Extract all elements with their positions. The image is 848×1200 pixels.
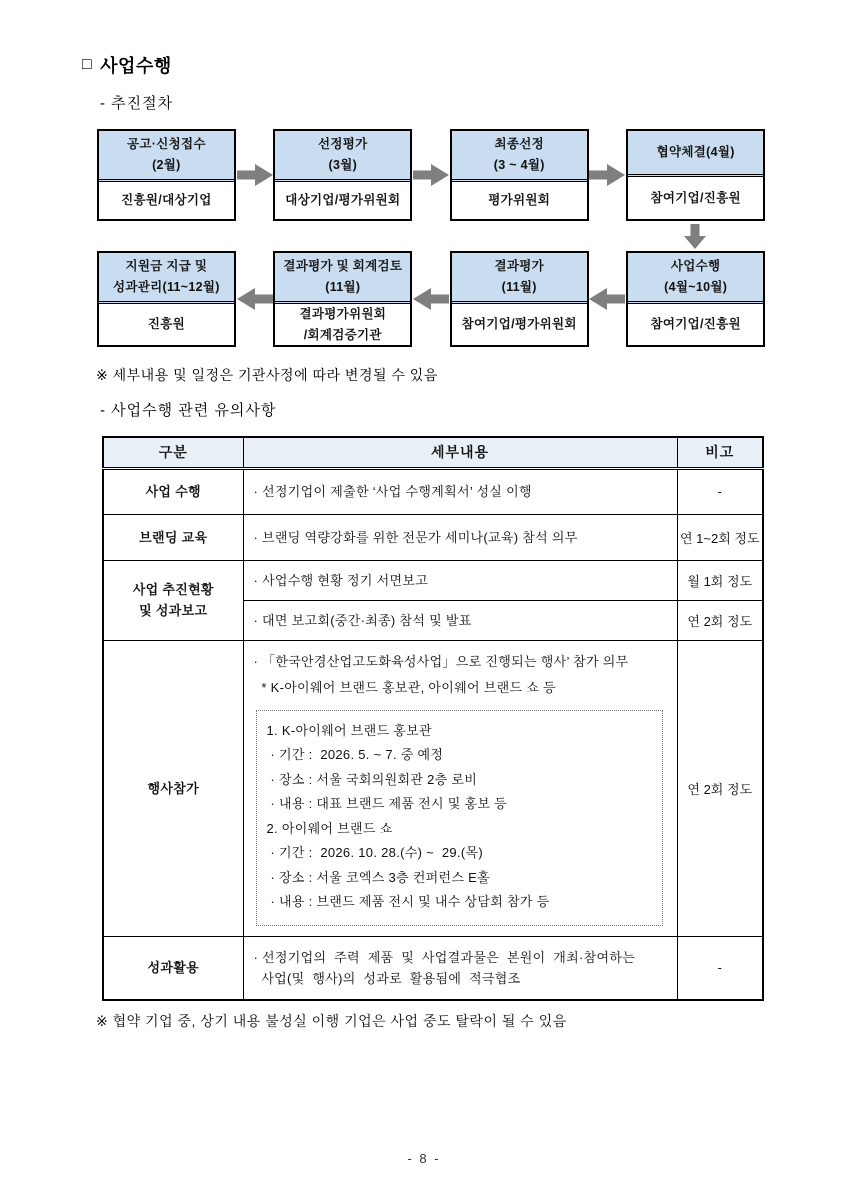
category-cell <box>103 468 243 514</box>
page-title-text: 사업수행 <box>100 56 172 76</box>
remark-cell: 연 1~2회 정도 <box>677 514 763 560</box>
arrow-right-icon <box>236 164 274 186</box>
flowchart-bottom-row <box>97 251 765 347</box>
text-line: 사업(및 행사)의 성과로 활용됨에 적극협조 <box>253 970 521 986</box>
text-line: (4월~10월) <box>664 280 728 294</box>
text-line: 1. K-아이웨어 브랜드 홍보관 <box>266 722 432 738</box>
text-line: 결과평가 <box>494 259 544 273</box>
text-line: 및 성과보고 <box>139 603 208 618</box>
page-number: - 8 - <box>407 1151 441 1166</box>
table-row-event-participation <box>103 640 763 936</box>
remark-cell: - <box>677 936 763 1000</box>
content-cell <box>243 936 677 1000</box>
flow-box-grant-management <box>97 251 236 347</box>
text-line: * K-아이웨어 브랜드 홍보관, 아이웨어 브랜드 쇼 등 <box>253 679 556 695</box>
column-header-details: 세부내용 <box>243 437 677 468</box>
text-line: 결과평가 및 회계검토 <box>283 259 403 273</box>
content-cell <box>243 600 677 640</box>
category-cell <box>103 936 243 1000</box>
flow-box-body <box>99 182 234 219</box>
remark-cell: 월 1회 정도 <box>677 560 763 600</box>
text-line: 브랜딩 교육 <box>139 529 208 545</box>
arrow-down-icon <box>625 221 765 251</box>
flow-box-header <box>452 131 587 182</box>
text-line: · 기간 : 2026. 10. 28.(수) ~ 29.(목) <box>266 845 483 860</box>
flow-box-agreement <box>626 129 765 221</box>
text-line: 선정평가 <box>318 137 368 151</box>
text-line: · 기간 : 2026. 5. ~ 7. 중 예정 <box>266 747 444 762</box>
flow-box-body <box>275 182 410 219</box>
event-intro-lines <box>254 649 667 701</box>
guidelines-heading: - 사업수행 관련 유의사항 <box>100 402 277 419</box>
flow-box-body <box>452 304 587 345</box>
arrow-left-icon <box>236 288 274 310</box>
text-line: 대상기업/평가위원회 <box>285 193 401 207</box>
procedure-flowchart <box>97 129 765 347</box>
text-line: /회계검증기관 <box>303 328 382 342</box>
text-line: 진흥원 <box>147 317 185 331</box>
text-line: 평가위원회 <box>488 193 551 207</box>
text-line: 공고·신청접수 <box>127 137 206 151</box>
text-line: 최종선정 <box>494 137 544 151</box>
content-cell <box>243 560 677 600</box>
text-line: · 내용 : 대표 브랜드 제품 전시 및 홍보 등 <box>266 796 508 811</box>
remark-cell: - <box>677 468 763 514</box>
text-line: 사업수행 <box>670 259 721 273</box>
guidelines-footnote: ※ 협약 기업 중, 상기 내용 불성실 이행 기업은 사업 중도 탈락이 될 수 있음 <box>96 1013 567 1029</box>
text-line: 사업 추진현황 <box>132 582 214 597</box>
text-line: 참여기업/진흥원 <box>650 317 741 331</box>
remark-cell: 연 2회 정도 <box>677 600 763 640</box>
column-header-remark: 비고 <box>677 437 763 468</box>
table-row-branding <box>103 514 763 560</box>
guidelines-table <box>102 436 764 1001</box>
text-line: 협약체결(4월) <box>656 145 735 159</box>
text-line: 성과활용 <box>147 960 199 976</box>
flow-box-body <box>99 304 234 345</box>
arrow-right-icon <box>412 164 450 186</box>
flow-box-header <box>99 131 234 182</box>
text-line: 결과평가위원회 <box>299 307 387 321</box>
flowchart-top-row <box>97 129 765 221</box>
flow-box-header <box>99 253 234 304</box>
text-line: (11월) <box>501 280 537 294</box>
content-cell <box>243 468 677 514</box>
text-line: (3 ~ 4월) <box>493 158 545 172</box>
category-cell <box>103 514 243 560</box>
flow-box-body <box>452 182 587 219</box>
flowchart-connector-row <box>97 221 765 251</box>
procedure-note: ※ 세부내용 및 일정은 기관사정에 따라 변경될 수 있음 <box>96 367 438 383</box>
text-line: 성과관리(11~12월) <box>113 280 220 294</box>
table-row-outcome-use <box>103 936 763 1000</box>
category-cell <box>103 640 243 936</box>
flow-box-business-execution <box>626 251 765 347</box>
content-cell <box>243 640 677 936</box>
procedure-heading: - 추진절차 <box>100 95 174 112</box>
flow-box-body <box>628 304 763 345</box>
table-row-business <box>103 468 763 514</box>
flow-box-header <box>275 253 410 304</box>
category-cell <box>103 560 243 640</box>
flow-box-final-selection <box>450 129 589 221</box>
arrow-right-icon <box>589 164 627 186</box>
text-line: · 장소 : 서울 국회의원회관 2층 로비 <box>266 771 478 787</box>
flow-box-selection-eval <box>273 129 412 221</box>
table-row-progress-report-a <box>103 560 763 600</box>
text-line: · 「한국안경산업고도화육성사업」으로 진행되는 행사’ 참가 의무 <box>253 653 629 669</box>
text-line: · 사업수행 현황 정기 서면보고 <box>253 572 429 588</box>
content-cell <box>243 514 677 560</box>
text-line: · 선정기업이 제출한 ‘사업 수행계획서’ 성실 이행 <box>253 484 532 499</box>
text-line: 2. 아이웨어 브랜드 쇼 <box>266 820 393 836</box>
text-line: 사업 수행 <box>145 484 201 499</box>
text-line: 행사참가 <box>147 780 199 796</box>
text-line: · 선정기업의 주력 제품 및 사업결과물은 본원이 개최·참여하는 <box>253 949 636 965</box>
text-line: 참여기업/평가위원회 <box>461 317 577 331</box>
text-line: 지원금 지급 및 <box>125 259 208 273</box>
arrow-left-icon <box>412 288 450 310</box>
flow-box-header <box>275 131 410 182</box>
flow-box-body <box>628 177 763 219</box>
page-title <box>82 52 778 78</box>
text-line: · 내용 : 브랜드 제품 전시 및 내수 상담회 참가 등 <box>266 894 550 909</box>
text-line: · 브랜딩 역량강화를 위한 전문가 세미나(교육) 참석 의무 <box>253 529 578 545</box>
remark-cell: 연 2회 정도 <box>677 640 763 936</box>
flow-box-result-eval <box>450 251 589 347</box>
flow-box-body <box>275 304 410 346</box>
text-line: · 장소 : 서울 코엑스 3층 컨퍼런스 E홀 <box>266 869 491 885</box>
flow-box-header <box>452 253 587 304</box>
flow-box-header <box>628 253 763 304</box>
square-bullet-icon: □ <box>82 56 93 73</box>
text-line: (3월) <box>328 158 358 172</box>
flow-box-header <box>628 131 763 177</box>
text-line: (11월) <box>325 280 361 294</box>
text-line: · 대면 보고회(중간·최종) 참석 및 발표 <box>253 612 472 628</box>
text-line: 진흥원/대상기업 <box>121 193 212 207</box>
event-detail-box <box>256 710 663 926</box>
flow-box-announcement <box>97 129 236 221</box>
flow-box-result-eval-audit <box>273 251 412 347</box>
table-header-row <box>103 437 763 468</box>
column-header-category: 구분 <box>103 437 243 468</box>
arrow-left-icon <box>589 288 627 310</box>
text-line: 참여기업/진흥원 <box>650 190 741 205</box>
text-line: (2월) <box>152 158 181 172</box>
